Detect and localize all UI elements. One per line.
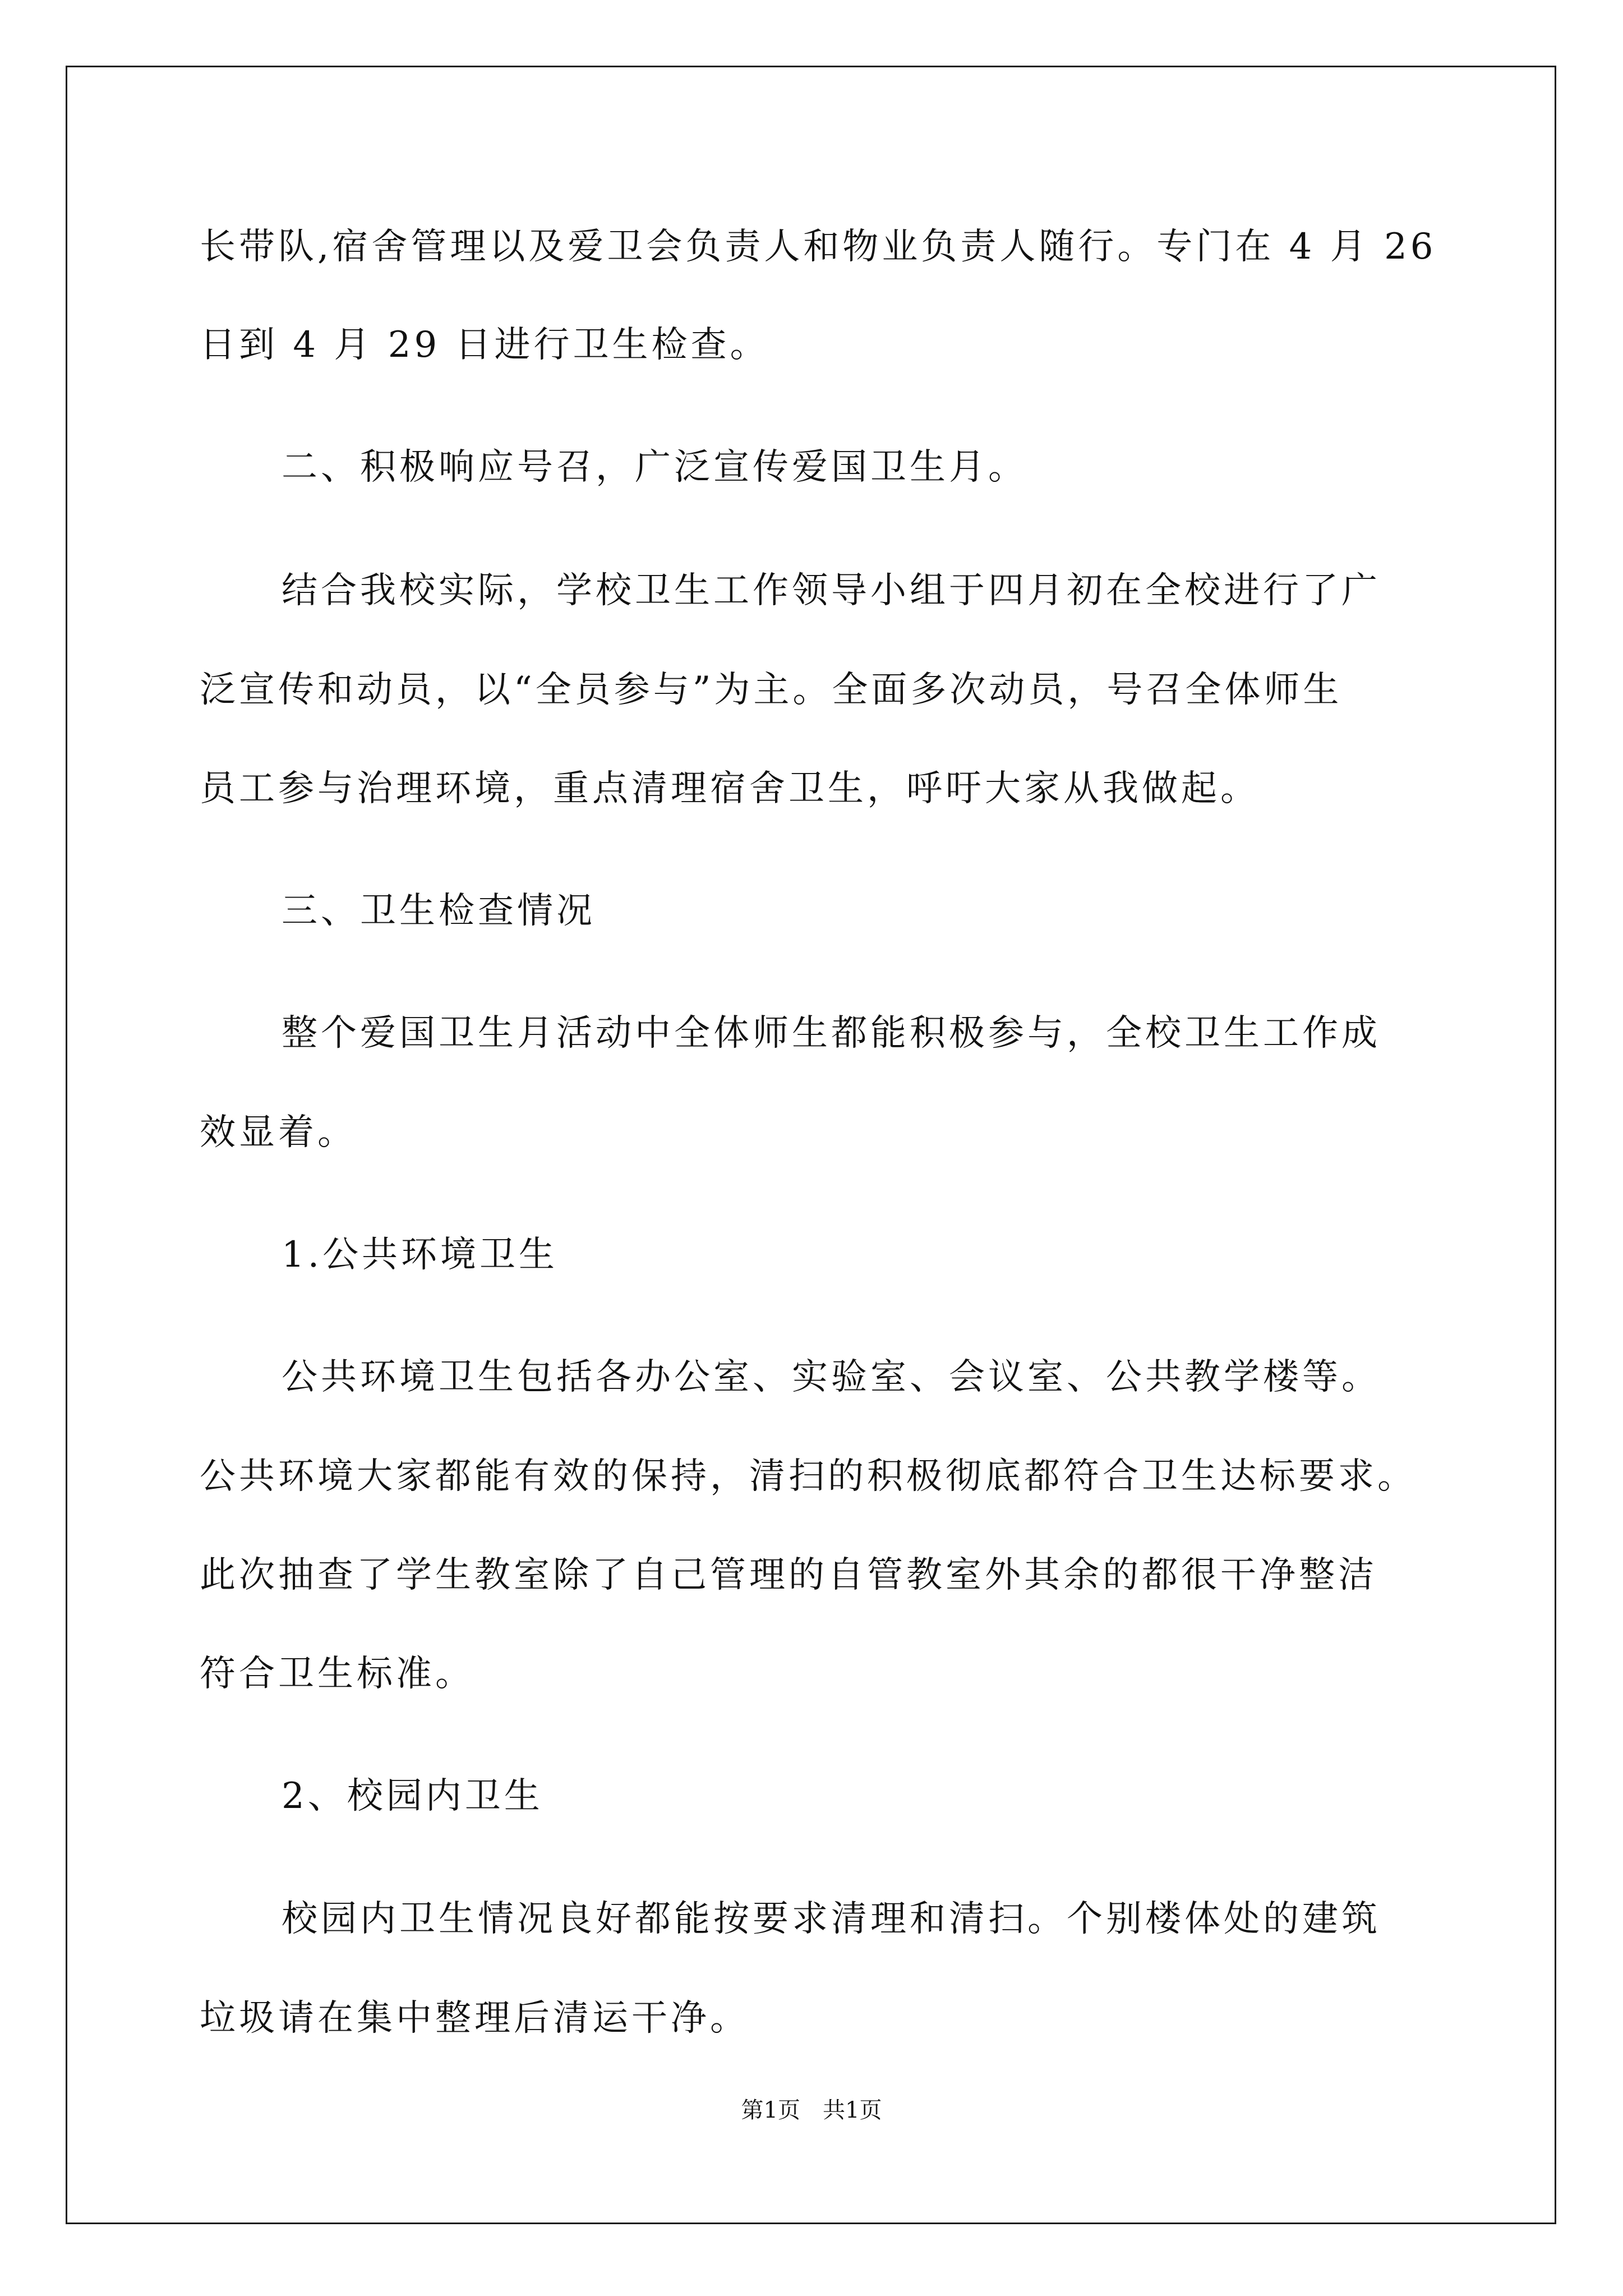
page-total: 共1页 — [823, 2097, 882, 2123]
text-line: 长带队,宿舍管理以及爱卫会负责人和物业负责人随行。专门在 4 月 26 — [200, 226, 1437, 268]
page-footer — [0, 2096, 1623, 2124]
text-line: 公共环境大家都能有效的保持，清扫的积极彻底都符合卫生达标要求。 — [200, 1456, 1417, 1497]
text-line: 公共环境卫生包括各办公室、实验室、会议室、公共教学楼等。 — [282, 1356, 1381, 1398]
section-heading: 2、校园内卫生 — [282, 1775, 543, 1817]
section-heading: 1.公共环境卫生 — [282, 1234, 559, 1276]
section-heading: 二、积极响应号召，广泛宣传爱国卫生月。 — [282, 447, 1027, 488]
text-line: 此次抽查了学生教室除了自己管理的自管教室外其余的都很干净整洁 — [200, 1554, 1377, 1596]
text-line: 垃圾请在集中整理后清运干净。 — [200, 1998, 749, 2039]
text-line: 符合卫生标准。 — [200, 1653, 474, 1695]
text-line: 校园内卫生情况良好都能按要求清理和清扫。个别楼体处的建筑 — [282, 1898, 1381, 1940]
text-line: 员工参与治理环境，重点清理宿舍卫生，呼吁大家从我做起。 — [200, 768, 1260, 809]
text-line: 日到 4 月 29 日进行卫生检查。 — [200, 324, 769, 366]
section-heading: 三、卫生检查情况 — [282, 890, 596, 932]
text-line: 结合我校实际，学校卫生工作领导小组于四月初在全校进行了广 — [282, 570, 1381, 611]
text-line: 泛宣传和动员，以“全员参与”为主。全面多次动员，号召全体师生 — [200, 669, 1343, 711]
text-line: 整个爱国卫生月活动中全体师生都能积极参与，全校卫生工作成 — [282, 1013, 1381, 1054]
text-line: 效显着。 — [200, 1112, 357, 1153]
page-number: 第1页 — [741, 2097, 800, 2123]
